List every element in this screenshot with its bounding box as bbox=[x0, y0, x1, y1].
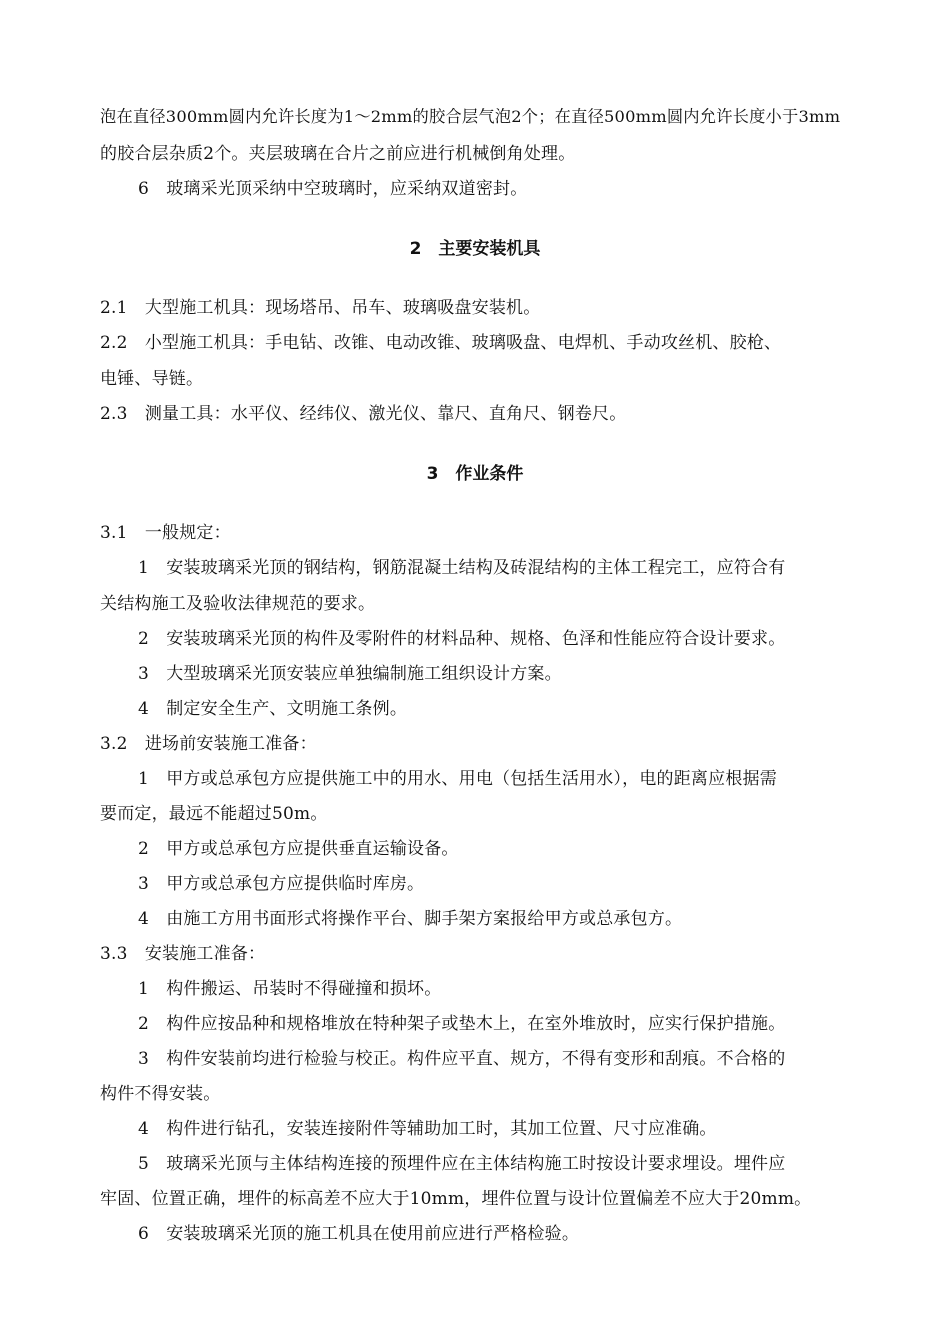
list-item: 3 甲方或总承包方应提供临时库房。 bbox=[138, 874, 425, 894]
list-item: 4 构件进行钻孔，安装连接附件等辅助加工时，其加工位置、尺寸应准确。 bbox=[138, 1119, 717, 1139]
list-item: 2 构件应按品种和规格堆放在特种架子或垫木上，在室外堆放时，应实行保护措施。 bbox=[138, 1014, 786, 1034]
list-item: 3 大型玻璃采光顶安装应单独编制施工组织设计方案。 bbox=[138, 664, 562, 684]
list-item: 4 由施工方用书面形式将操作平台、脚手架方案报给甲方或总承包方。 bbox=[138, 909, 683, 929]
section-heading: 3 作业条件 bbox=[426, 464, 524, 484]
list-item: 6 玻璃采光顶采纳中空玻璃时，应采纳双道密封。 bbox=[138, 179, 528, 199]
paragraph-line: 要而定，最远不能超过50m。 bbox=[100, 804, 328, 824]
list-item: 2.1 大型施工机具：现场塔吊、吊车、玻璃吸盘安装机。 bbox=[100, 298, 541, 318]
paragraph-line: 的胶合层杂质2个。夹层玻璃在合片之前应进行机械倒角处理。 bbox=[100, 144, 576, 164]
list-item: 2 甲方或总承包方应提供垂直运输设备。 bbox=[138, 839, 459, 859]
paragraph-line: 牢固、位置正确，埋件的标高差不应大于10mm，埋件位置与设计位置偏差不应大于20mm。 bbox=[100, 1189, 812, 1209]
list-item: 1 甲方或总承包方应提供施工中的用水、用电（包括生活用水），电的距离应根据需 bbox=[138, 769, 777, 789]
list-item: 1 构件搬运、吊装时不得碰撞和损坏。 bbox=[138, 979, 442, 999]
section-heading: 2 主要安装机具 bbox=[409, 239, 541, 259]
paragraph-line: 构件不得安装。 bbox=[100, 1084, 221, 1104]
list-item: 2.3 测量工具：水平仪、经纬仪、激光仪、靠尺、直角尺、钢卷尺。 bbox=[100, 404, 627, 424]
list-item: 5 玻璃采光顶与主体结构连接的预埋件应在主体结构施工时按设计要求埋设。埋件应 bbox=[138, 1154, 786, 1174]
subsection-heading: 3.2 进场前安装施工准备： bbox=[100, 734, 317, 754]
paragraph-line: 泡在直径300mm圆内允许长度为1～2mm的胶合层气泡2个；在直径500mm圆内允许长度小于3mm bbox=[100, 107, 841, 126]
paragraph-line: 电锤、导链。 bbox=[100, 369, 204, 389]
list-item: 2 安装玻璃采光顶的构件及零附件的材料品种、规格、色泽和性能应符合设计要求。 bbox=[138, 629, 786, 649]
list-item: 6 安装玻璃采光顶的施工机具在使用前应进行严格检验。 bbox=[138, 1224, 580, 1244]
subsection-heading: 3.1 一般规定： bbox=[100, 523, 231, 543]
paragraph-line: 关结构施工及验收法律规范的要求。 bbox=[100, 594, 376, 614]
list-item: 3 构件安装前均进行检验与校正。构件应平直、规方，不得有变形和刮痕。不合格的 bbox=[138, 1049, 786, 1069]
subsection-heading: 3.3 安装施工准备： bbox=[100, 944, 266, 964]
list-item: 2.2 小型施工机具：手电钻、改锥、电动改锥、玻璃吸盘、电焊机、手动攻丝机、胶枪、 bbox=[100, 333, 782, 353]
list-item: 1 安装玻璃采光顶的钢结构，钢筋混凝土结构及砖混结构的主体工程完工，应符合有 bbox=[138, 558, 786, 578]
list-item: 4 制定安全生产、文明施工条例。 bbox=[138, 699, 408, 719]
